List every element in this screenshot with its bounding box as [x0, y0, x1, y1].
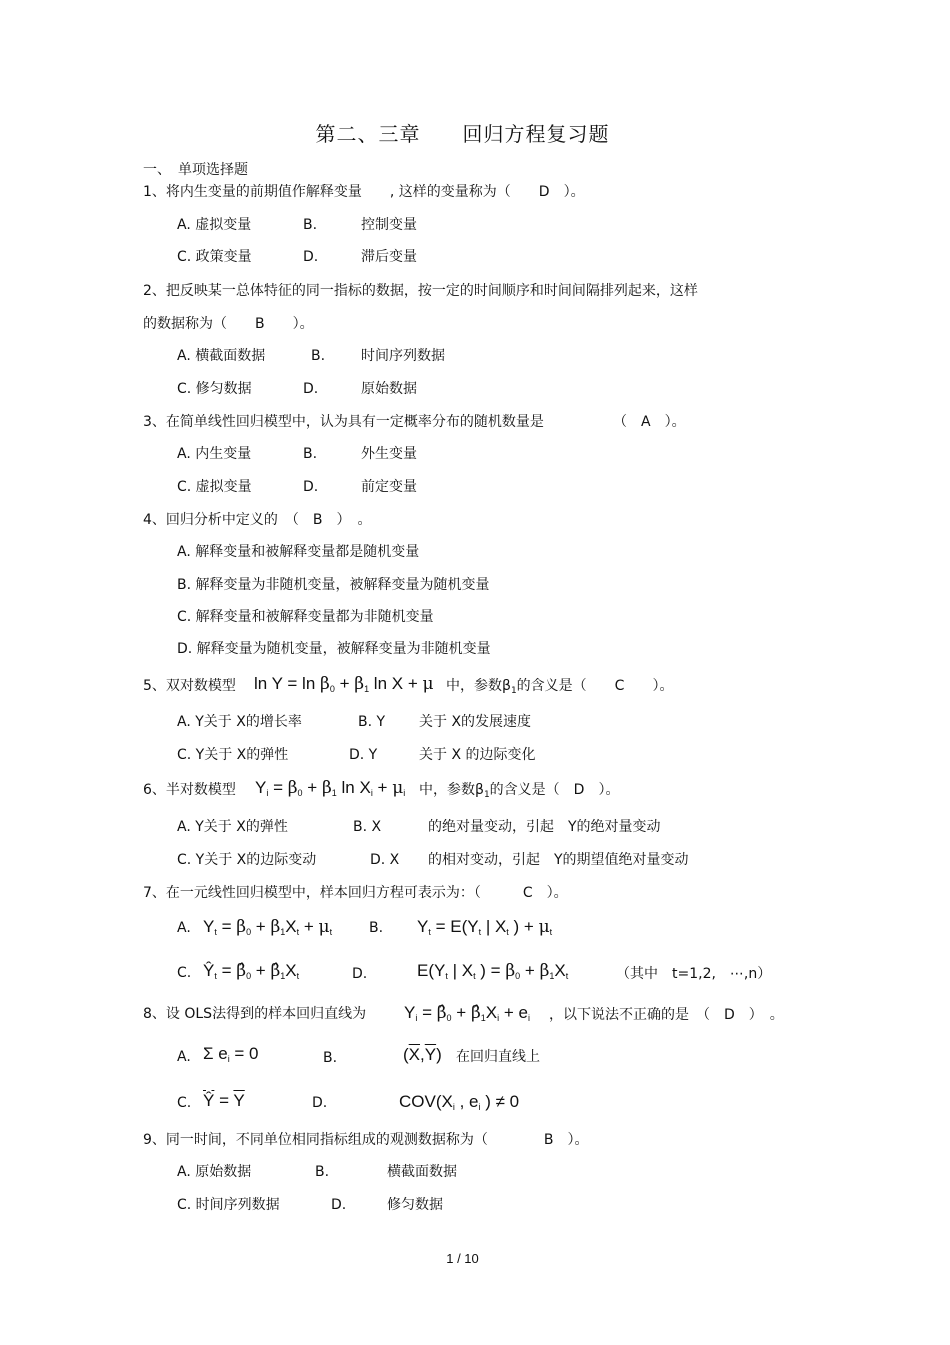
q5-option-d-label: D. Y — [349, 747, 378, 763]
q5-option-d: 关于 X 的边际变化 — [419, 747, 536, 763]
section-heading: 一、 单项选择题 — [143, 162, 248, 178]
q4-option-a: A. 解释变量和被解释变量都是随机变量 — [177, 544, 420, 560]
q8-option-b-label: B. — [323, 1050, 338, 1066]
question-9-stem: 9、同一时间，不同单位相同指标组成的观测数据称为（ B ）。 — [143, 1132, 589, 1148]
q2-option-b-label: B. — [311, 348, 326, 364]
q8-formula-b: $(\overline{X},\overline{Y})$ — [403, 1045, 442, 1064]
q6-option-b: 的绝对量变动，引起 Y的绝对量变动 — [428, 819, 661, 835]
q5-option-a: A. Y关于 X的增长率 — [177, 714, 302, 730]
q3-option-b: 外生变量 — [361, 446, 417, 462]
question-5-stem: 5、双对数模型 — [143, 678, 236, 694]
q3-option-d: 前定变量 — [361, 479, 417, 495]
q1-option-a: A. 虚拟变量 — [177, 217, 252, 233]
q8-option-d-label: D. — [312, 1095, 328, 1111]
q5-formula: $\ln Y = \ln \beta_0 + \beta_1$ ln X + μ — [254, 674, 434, 694]
q5-option-b: 关于 X的发展速度 — [419, 714, 532, 730]
q8-formula: $Y_i$ = $\betâ_0$ + $\betâ_1X_i + e_i$ — [404, 1003, 530, 1023]
q7-formula-b: $Y_t = E(Y_t$ | $X_t$ ) + $\mu_t$ — [417, 917, 553, 937]
q8-option-a-label: A. — [177, 1049, 191, 1065]
q8-formula-d: $COV(X_i$ , $e_i$ ) ≠ 0 — [399, 1092, 520, 1112]
page-number: 1 / 10 — [446, 1251, 479, 1266]
q3-option-a: A. 内生变量 — [177, 446, 252, 462]
q9-option-b: 横截面数据 — [387, 1164, 457, 1180]
q6-option-b-label: B. X — [353, 819, 382, 835]
question-3-answer: （ A ）。 — [613, 414, 686, 430]
q3-option-b-label: B. — [303, 446, 318, 462]
q5-option-b-label: B. Y — [358, 714, 386, 730]
q2-option-d-label: D. — [303, 381, 319, 397]
q4-option-c: C. 解释变量和被解释变量都为非随机变量 — [177, 609, 434, 625]
q7-formula-c: $Ŷ_t$ = $\betâ_0$ + $\betâ_1X_t$ — [203, 961, 300, 981]
q7-option-c-label: C. — [177, 965, 192, 981]
q1-option-d-label: D. — [303, 249, 319, 265]
q6-option-c: C. Y关于 X的边际变动 — [177, 852, 317, 868]
question-1-stem: 1、将内生变量的前期值作解释变量 , 这样的变量称为（ D ）。 — [143, 184, 585, 200]
question-4-stem: 4、回归分析中定义的 （ B ） 。 — [143, 512, 372, 528]
q5-option-c: C. Y关于 X的弹性 — [177, 747, 289, 763]
question-6-stem: 6、半对数模型 — [143, 782, 236, 798]
q9-option-d: 修匀数据 — [387, 1197, 443, 1213]
q2-option-a: A. 横截面数据 — [177, 348, 266, 364]
q8-formula-a: Σ $e_i = 0$ — [203, 1044, 259, 1064]
q1-option-b-label: B. — [303, 217, 318, 233]
q3-option-d-label: D. — [303, 479, 319, 495]
q4-option-b: B. 解释变量为非随机变量，被解释变量为随机变量 — [177, 577, 490, 593]
q7-option-d-label: D. — [352, 966, 368, 982]
q2-option-d: 原始数据 — [361, 381, 417, 397]
q2-option-c: C. 修匀数据 — [177, 381, 252, 397]
q8-formula-c: $\overline{Ŷ} = \overline{Y}$ — [203, 1091, 245, 1110]
question-2-stem-line2: 的数据称为（ B ）。 — [143, 316, 314, 332]
q7-formula-d: $E(Y_t$ | $X_t$ ) = $\beta_0 + \beta_1X_t$ — [417, 961, 569, 981]
page-title: 第二、三章 回归方程复习题 — [315, 122, 610, 146]
question-3-stem: 3、在简单线性回归模型中，认为具有一定概率分布的随机数量是 — [143, 414, 544, 430]
question-6-stem-post: 中，参数$\beta_1$的含义是（ D ）。 — [419, 782, 620, 800]
question-7-stem: 7、在一元线性回归模型中，样本回归方程可表示为：（ C ）。 — [143, 885, 568, 901]
q1-option-b: 控制变量 — [361, 217, 417, 233]
q9-option-c: C. 时间序列数据 — [177, 1197, 280, 1213]
q6-option-d: 的相对变动，引起 Y的期望值绝对量变动 — [428, 852, 689, 868]
q3-option-c: C. 虚拟变量 — [177, 479, 252, 495]
q1-option-c: C. 政策变量 — [177, 249, 252, 265]
q6-option-a: A. Y关于 X的弹性 — [177, 819, 288, 835]
q7-option-a-label: A. — [177, 920, 191, 936]
q6-option-d-label: D. X — [370, 852, 400, 868]
q2-option-b: 时间序列数据 — [361, 348, 445, 364]
question-2-stem-line1: 2、把反映某一总体特征的同一指标的数据，按一定的时间顺序和时间间隔排列起来，这样 — [143, 283, 698, 299]
q6-formula: $Y_i = \beta_0 + \beta_1$ $\ln X_i + \mu_i$ — [255, 778, 406, 798]
q1-option-d: 滞后变量 — [361, 249, 417, 265]
q7-option-b-label: B. — [369, 920, 384, 936]
question-5-stem-post: 中，参数$\beta_1$的含义是（ C ）。 — [446, 678, 674, 696]
q9-option-a: A. 原始数据 — [177, 1164, 252, 1180]
q9-option-d-label: D. — [331, 1197, 347, 1213]
q8-option-c-label: C. — [177, 1095, 192, 1111]
question-8-stem-post: ，以下说法不正确的是 （ D ） 。 — [549, 1007, 784, 1023]
q7-note: （其中 t=1,2, ⋯,n） — [616, 966, 772, 982]
q7-formula-a: $Y_t = \beta_0 + \beta_1X_t + \mu_t$ — [203, 917, 333, 937]
question-8-stem: 8、设 OLS法得到的样本回归直线为 — [143, 1006, 367, 1022]
q9-option-b-label: B. — [315, 1164, 330, 1180]
q8-option-b-text: 在回归直线上 — [456, 1049, 540, 1065]
q4-option-d: D. 解释变量为随机变量，被解释变量为非随机变量 — [177, 641, 491, 657]
